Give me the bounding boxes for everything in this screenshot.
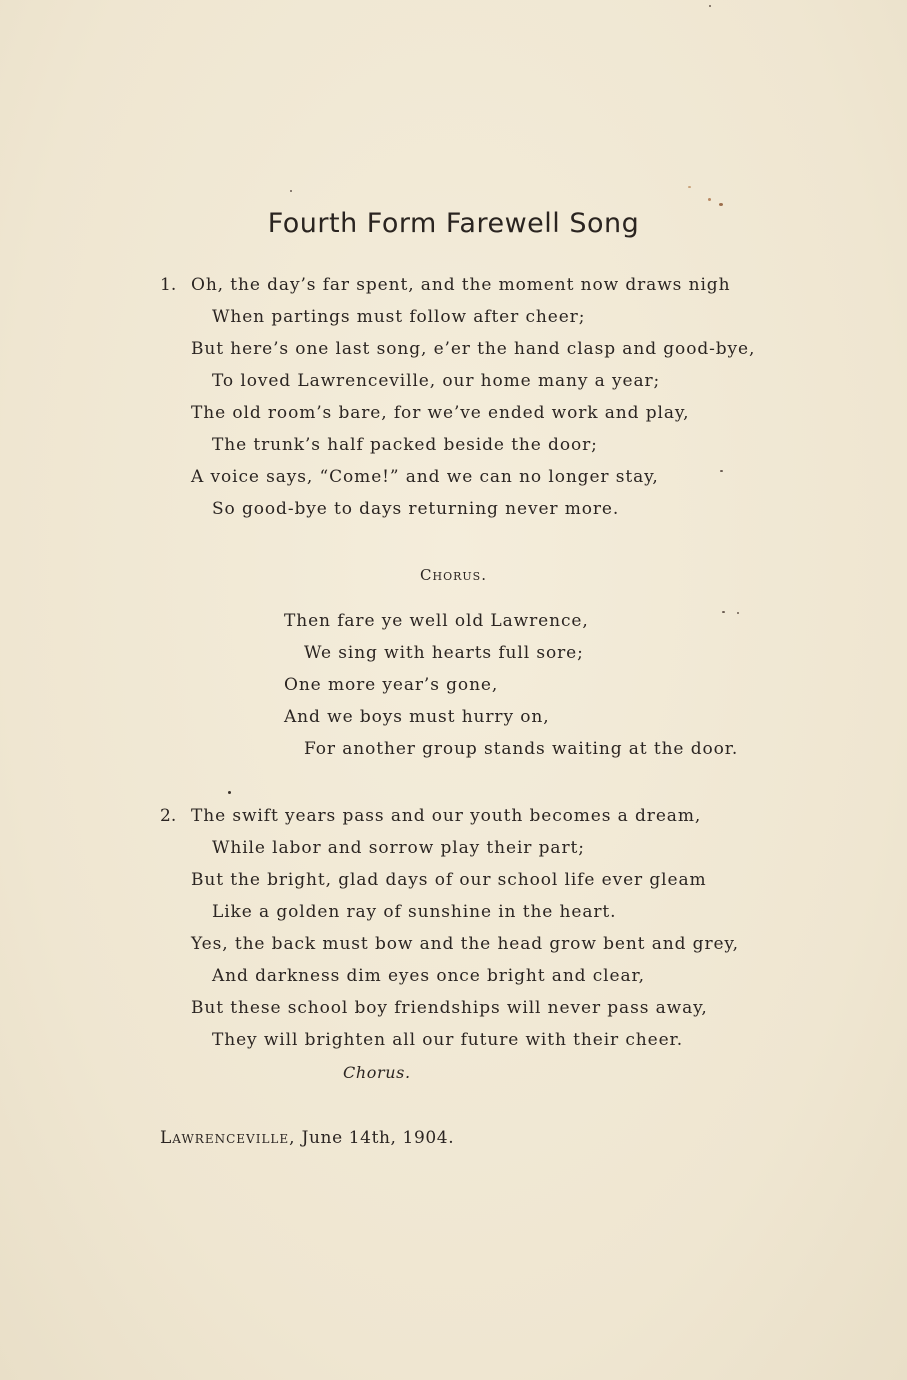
chorus-line-2: We sing with hearts full sore; [304,643,584,663]
verse-1-line-1: Oh, the day’s far spent, and the moment now draws nigh [191,275,731,295]
dateline-date: June 14th, 1904. [301,1128,455,1148]
dateline [160,1128,454,1148]
paper-speck [737,612,739,614]
verse-2-line-5: Yes, the back must bow and the head grow bent and grey, [191,934,739,954]
verse-1-line-8: So good-bye to days returning never more. [212,499,620,519]
paper-speck [722,611,725,613]
verse-2-line-4: Like a golden ray of sunshine in the heart. [212,902,617,922]
paper-speck [719,203,723,206]
paper-speck [290,190,292,192]
dateline-place: Lawrenceville, [160,1128,296,1148]
paper-speck [708,198,711,201]
verse-1-line-2: When partings must follow after cheer; [212,307,586,327]
verse-2-line-6: And darkness dim eyes once bright and clear, [212,966,645,986]
chorus-line-1: Then fare ye well old Lawrence, [284,611,589,631]
verse-1-line-7: A voice says, “Come!” and we can no longer stay, [191,467,659,487]
paper-speck [688,186,691,188]
verse-2-line-3: But the bright, glad days of our school life ever gleam [191,870,707,890]
chorus-heading: Chorus. [420,566,487,584]
verse-2-line-7: But these school boy friendships will never pass away, [191,998,708,1018]
chorus-reference: Chorus. [343,1063,411,1082]
paper-speck [228,791,231,794]
verse-1-number: 1. [160,275,177,295]
verse-1-line-4: To loved Lawrenceville, our home many a year; [212,371,661,391]
paper-speck [720,470,723,472]
paper-speck [709,5,711,7]
verse-2-number: 2. [160,806,177,826]
verse-2-line-8: They will brighten all our future with their cheer. [212,1030,684,1050]
verse-2-line-2: While labor and sorrow play their part; [212,838,585,858]
chorus-line-3: One more year’s gone, [284,675,499,695]
verse-1-line-6: The trunk’s half packed beside the door; [212,435,598,455]
verse-2-line-1: The swift years pass and our youth becomes a dream, [191,806,702,826]
song-title: Fourth Form Farewell Song [267,208,640,239]
verse-1-line-3: But here’s one last song, e’er the hand clasp and good-bye, [191,339,756,359]
verse-1-line-5: The old room’s bare, for we’ve ended work and play, [191,403,690,423]
chorus-line-5: For another group stands waiting at the door. [304,739,739,759]
chorus-line-4: And we boys must hurry on, [284,707,550,727]
